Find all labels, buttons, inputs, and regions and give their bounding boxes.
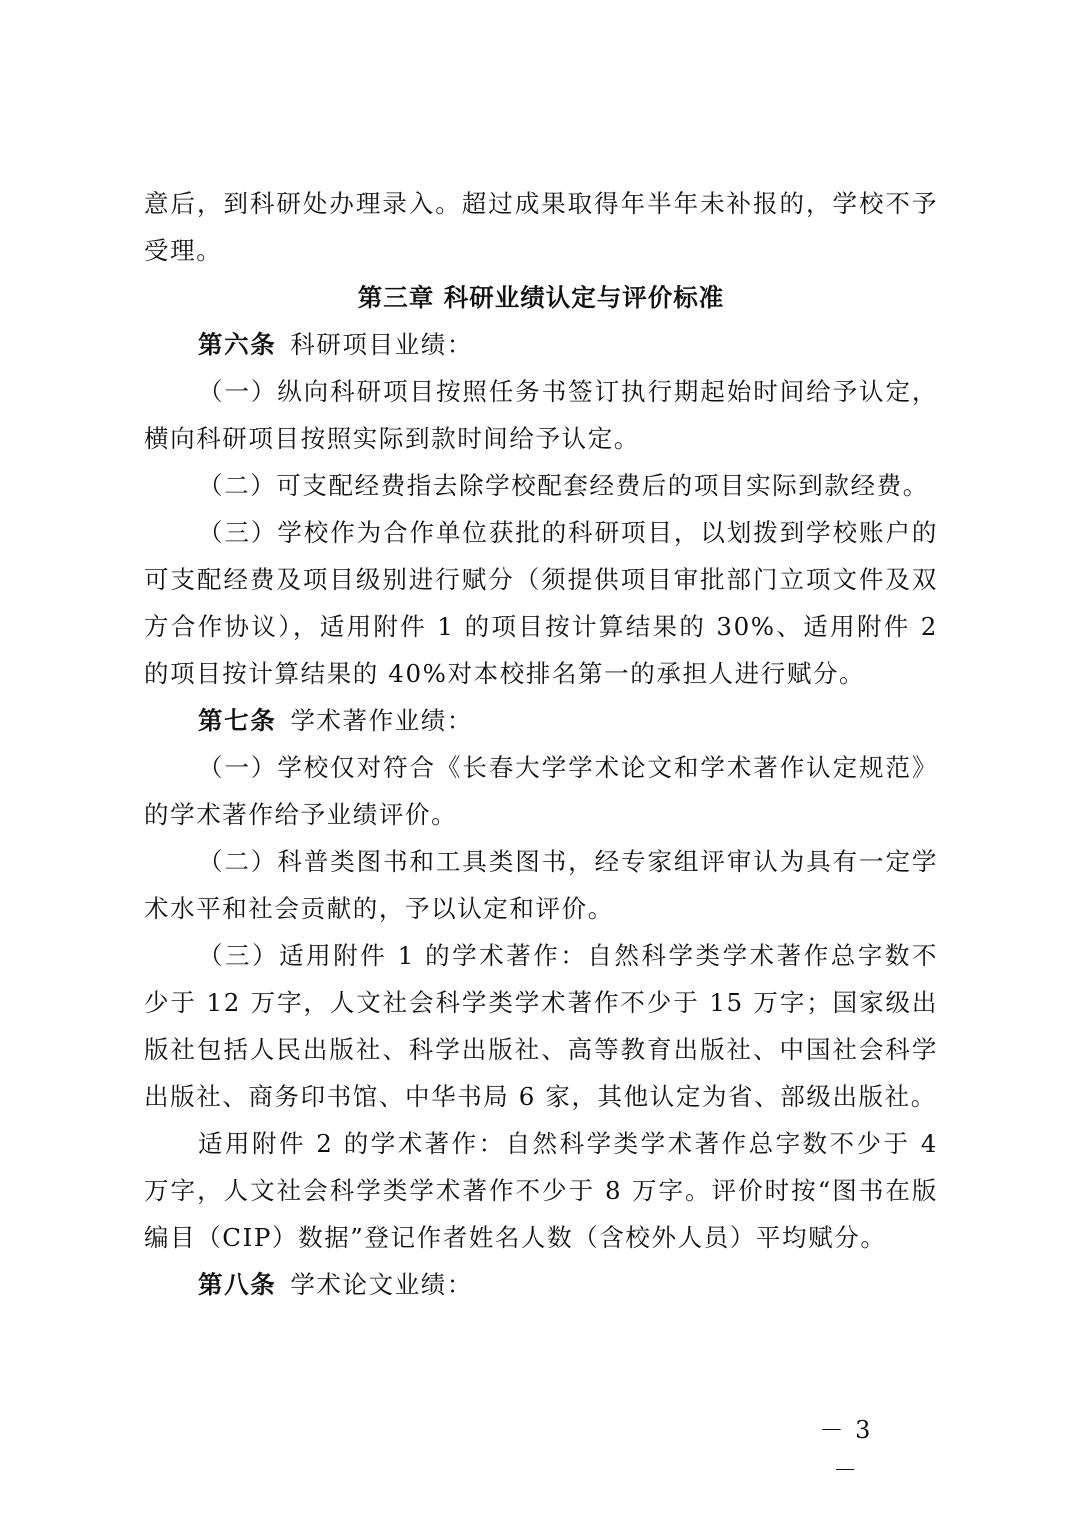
page-number: － 3 － (819, 1416, 873, 1484)
body-paragraph: （二）科普类图书和工具类图书，经专家组评审认为具有一定学术水平和社会贡献的，予以认定和评价。 (144, 847, 938, 923)
article-heading (144, 1261, 938, 1308)
article-text: 科研项目业绩： (290, 330, 474, 359)
body-paragraph: （一）学校仅对符合《长春大学学术论文和学术著作认定规范》的学术著作给予业绩评价。 (144, 753, 938, 829)
body-paragraph: （一）纵向科研项目按照任务书签订执行期起始时间给予认定，横向科研项目按照实际到款时间给予认定。 (144, 377, 938, 453)
body-paragraph: 适用附件 2 的学术著作：自然科学类学术著作总字数不少于 4 万字，人文社会科学类学术著作不少于 8 万字。评价时按“图书在版编目（CIP）数据”登记作者姓名人数（含校外人员）平均赋分。 (144, 1129, 938, 1252)
continuation-paragraph: 意后，到科研处办理录入。超过成果取得年半年未补报的，学校不予受理。 (144, 189, 938, 265)
article-text: 学术论文业绩： (290, 1270, 474, 1299)
article-heading (144, 697, 938, 744)
article-label: 第六条 (198, 330, 277, 359)
chapter-title: 第三章 科研业绩认定与评价标准 (357, 283, 725, 312)
body-text (144, 180, 938, 1308)
article-label: 第八条 (198, 1270, 277, 1299)
article-heading (144, 321, 938, 368)
article-text: 学术著作业绩： (290, 706, 474, 735)
article-label: 第七条 (198, 706, 277, 735)
body-paragraph: （二）可支配经费指去除学校配套经费后的项目实际到款经费。 (198, 471, 929, 500)
body-paragraph: （三）适用附件 1 的学术著作：自然科学类学术著作总字数不少于 12 万字，人文社会科学类学术著作不少于 15 万字；国家级出版社包括人民出版社、科学出版社、高等教育出版社、中国社会科学出版社、商务印书馆、中华书局 6 家，其他认定为省、部级出版社。 (144, 941, 938, 1111)
body-paragraph: （三）学校作为合作单位获批的科研项目，以划拨到学校账户的可支配经费及项目级别进行赋分（须提供项目审批部门立项文件及双方合作协议），适用附件 1 的项目按计算结果的 30%、适用附件 2 的项目按计算结果的 40%对本校排名第一的承担人进行赋分。 (144, 518, 938, 688)
